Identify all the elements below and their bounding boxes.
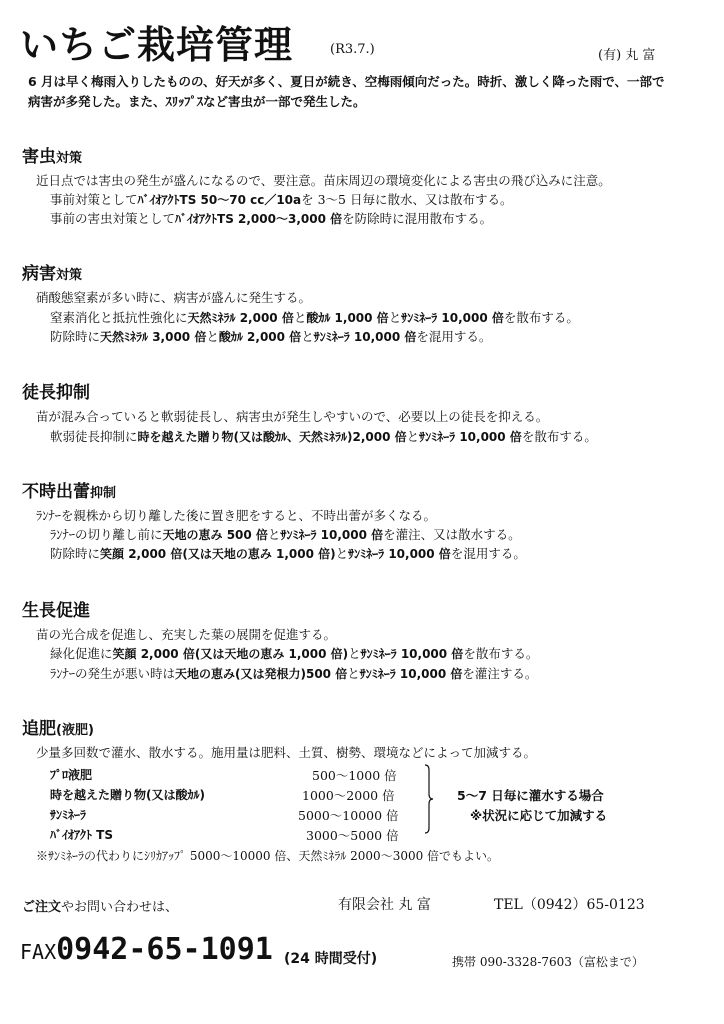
text: と <box>293 310 307 325</box>
text: を 3～5 日毎に散水、又は散布する。 <box>301 192 513 207</box>
text: を防除時に混用散布する。 <box>342 211 493 226</box>
text: ﾗﾝﾅｰの切り離し前に <box>50 527 163 542</box>
fax-hours: (24 時間受付) <box>284 951 378 967</box>
pest-line-3 <box>50 210 492 228</box>
order-inquiry <box>22 896 178 915</box>
section-title-pest <box>22 142 82 167</box>
product-name: ｻﾝﾐﾈｰﾗ 10,000 倍 <box>419 430 522 444</box>
elongation-line-2 <box>50 428 597 446</box>
fertilizer-item-name: 時を越えた贈り物(又は酸ｶﾙ) <box>50 788 205 802</box>
text: を散布する。 <box>521 429 597 444</box>
product-name: ﾊﾞｲｵｱｸﾄTS 50～70 cc／10a <box>137 193 302 207</box>
text: を灌注する。 <box>462 666 538 681</box>
text: と <box>267 527 281 542</box>
text: を混用する。 <box>450 546 526 561</box>
section-title-sub: 対策 <box>56 268 83 283</box>
product-name: 笑顔 2,000 倍(又は天地の恵み 1,000 倍) <box>100 547 336 561</box>
text: ﾗﾝﾅｰの発生が悪い時は <box>50 666 176 681</box>
product-name: 時を越えた贈り物(又は酸ｶﾙ、天然ﾐﾈﾗﾙ)2,000 倍 <box>137 430 407 444</box>
text: 防除時に <box>50 329 101 344</box>
section-title-sub: 抑制 <box>90 486 117 501</box>
text: と <box>301 329 314 344</box>
section-title-sub: (液肥) <box>56 723 94 738</box>
product-name: ｻﾝﾐﾈｰﾗ 10,000 倍 <box>348 547 451 561</box>
text: と <box>347 666 360 681</box>
fertilizer-item-name: ﾌﾟﾛ液肥 <box>50 768 93 782</box>
product-name: ｻﾝﾐﾈｰﾗ 10,000 倍 <box>313 330 417 344</box>
section-title-elongation: 徒長抑制 <box>22 383 90 403</box>
fertilizer-item-amount: 1000～2000 倍 <box>302 788 395 803</box>
text: と <box>335 546 349 561</box>
text: を散布する。 <box>463 646 539 661</box>
product-name: ｻﾝﾐﾈｰﾗ 10,000 倍 <box>360 647 464 661</box>
growth-line-2 <box>50 645 538 663</box>
pest-line-1: 近日点では害虫の発生が盛んになるので、要注意。苗床周辺の環境変化による害虫の飛び込みに注意。 <box>36 173 611 188</box>
text: 防除時に <box>50 546 101 561</box>
growth-line-1: 苗の光合成を促進し、充実した葉の展開を促進する。 <box>36 627 337 642</box>
text: 緑化促進に <box>50 646 113 661</box>
text: 事前対策として <box>50 192 138 207</box>
product-name: ｻﾝﾐﾈｰﾗ 10,000 倍 <box>359 667 463 681</box>
disease-line-2 <box>50 309 579 327</box>
section-title-main: 害虫 <box>22 147 56 167</box>
section-title-growth: 生長促進 <box>22 601 90 621</box>
product-name: ﾊﾞｲｵｱｸﾄTS 2,000～3,000 倍 <box>175 212 343 226</box>
text: を混用する。 <box>416 329 492 344</box>
fertilizer-item-amount: 5000～10000 倍 <box>298 808 399 823</box>
text: 軟弱徒長抑制に <box>50 429 138 444</box>
product-name: 天地の恵み 500 倍 <box>162 528 268 542</box>
fax-line <box>20 932 273 967</box>
budding-line-1: ﾗﾝﾅｰを親株から切り離した後に置き肥をすると、不時出蕾が多くなる。 <box>36 508 437 523</box>
intro-paragraph <box>28 72 718 112</box>
pest-line-2 <box>50 191 512 209</box>
fertilizer-item-amount: 3000～5000 倍 <box>306 828 399 843</box>
text: と <box>206 329 219 344</box>
disease-line-1: 硝酸態窒素が多い時に、病害が盛んに発生する。 <box>36 290 312 305</box>
section-title-budding <box>22 477 116 502</box>
text: を灌注、又は散水する。 <box>383 527 521 542</box>
text: と <box>406 429 420 444</box>
section-title-disease <box>22 259 82 284</box>
text: 窒素消化と抵抗性強化に <box>50 310 188 325</box>
phone-number: TEL（0942）65-0123 <box>494 897 645 913</box>
text: 事前の害虫対策として <box>50 211 176 226</box>
product-name: 笑顔 2,000 倍(又は天地の恵み 1,000 倍) <box>112 647 349 661</box>
section-title-main: 追肥 <box>22 719 56 739</box>
section-title-sub: 対策 <box>56 151 83 166</box>
fax-label: FAX <box>20 940 57 964</box>
fertilizer-footnote: ※ｻﾝﾐﾈｰﾗの代わりにｼﾘｶｱｯﾌﾟ 5000～10000 倍、天然ﾐﾈﾗﾙ 2000～3000 倍でもよい。 <box>36 849 500 863</box>
fax-number: 0942-65-1091 <box>56 932 273 967</box>
product-name: 天然ﾐﾈﾗﾙ 2,000 倍 <box>187 311 294 325</box>
section-title-fertilizer <box>22 714 94 739</box>
mobile-number: 携帯 090-3328-7603（富松まで） <box>452 955 644 969</box>
issue-date: (R3.7.) <box>330 42 375 57</box>
fertilizer-item-amount: 500～1000 倍 <box>312 768 397 783</box>
budding-line-3 <box>50 545 526 563</box>
fertilizer-note-2: ※状況に応じて加減する <box>470 808 608 823</box>
company-name-short: (有) 丸 富 <box>598 48 656 63</box>
product-name: ｻﾝﾐﾈｰﾗ 10,000 倍 <box>280 528 384 542</box>
product-name: 酸ｶﾙ 2,000 倍 <box>218 330 302 344</box>
fertilizer-item-name: ｻﾝﾐﾈｰﾗ <box>50 808 87 822</box>
order-text: やお問い合わせは、 <box>61 900 179 915</box>
brace-icon <box>424 764 434 834</box>
intro-line: 6 月は早く梅雨入りしたものの、好天が多く、夏日が続き、空梅雨傾向だった。時折、激しく降った雨で、一部で <box>28 74 665 89</box>
page-title: いちご栽培管理 <box>20 23 294 67</box>
section-title-main: 病害 <box>22 264 56 284</box>
section-title-main: 不時出蕾 <box>22 482 90 502</box>
text: と <box>348 646 361 661</box>
order-label: ご注文 <box>22 900 62 915</box>
fertilizer-item-name: ﾊﾞｲｵｱｸﾄ TS <box>50 828 114 842</box>
product-name: 酸ｶﾙ 1,000 倍 <box>306 311 389 325</box>
growth-line-3 <box>50 665 537 683</box>
fertilizer-note-1: 5～7 日毎に灌水する場合 <box>457 788 604 803</box>
elongation-line-1: 苗が混み合っていると軟弱徒長し、病害虫が発生しやすいので、必要以上の徒長を抑える。 <box>36 409 549 424</box>
disease-line-3 <box>50 328 491 346</box>
text: を散布する。 <box>503 310 579 325</box>
product-name: 天然ﾐﾈﾗﾙ 3,000 倍 <box>100 330 207 344</box>
company-name: 有限会社 丸 富 <box>338 897 431 913</box>
budding-line-2 <box>50 526 521 544</box>
intro-line: 病害が多発した。また、ｽﾘｯﾌﾟｽなど害虫が一部で発生した。 <box>28 94 366 109</box>
product-name: 天地の恵み(又は発根力)500 倍 <box>175 667 348 681</box>
fertilizer-line-1: 少量多回数で灌水、散水する。施用量は肥料、土質、樹勢、環境などによって加減する。 <box>36 745 537 760</box>
product-name: ｻﾝﾐﾈｰﾗ 10,000 倍 <box>401 311 504 325</box>
text: と <box>388 310 402 325</box>
